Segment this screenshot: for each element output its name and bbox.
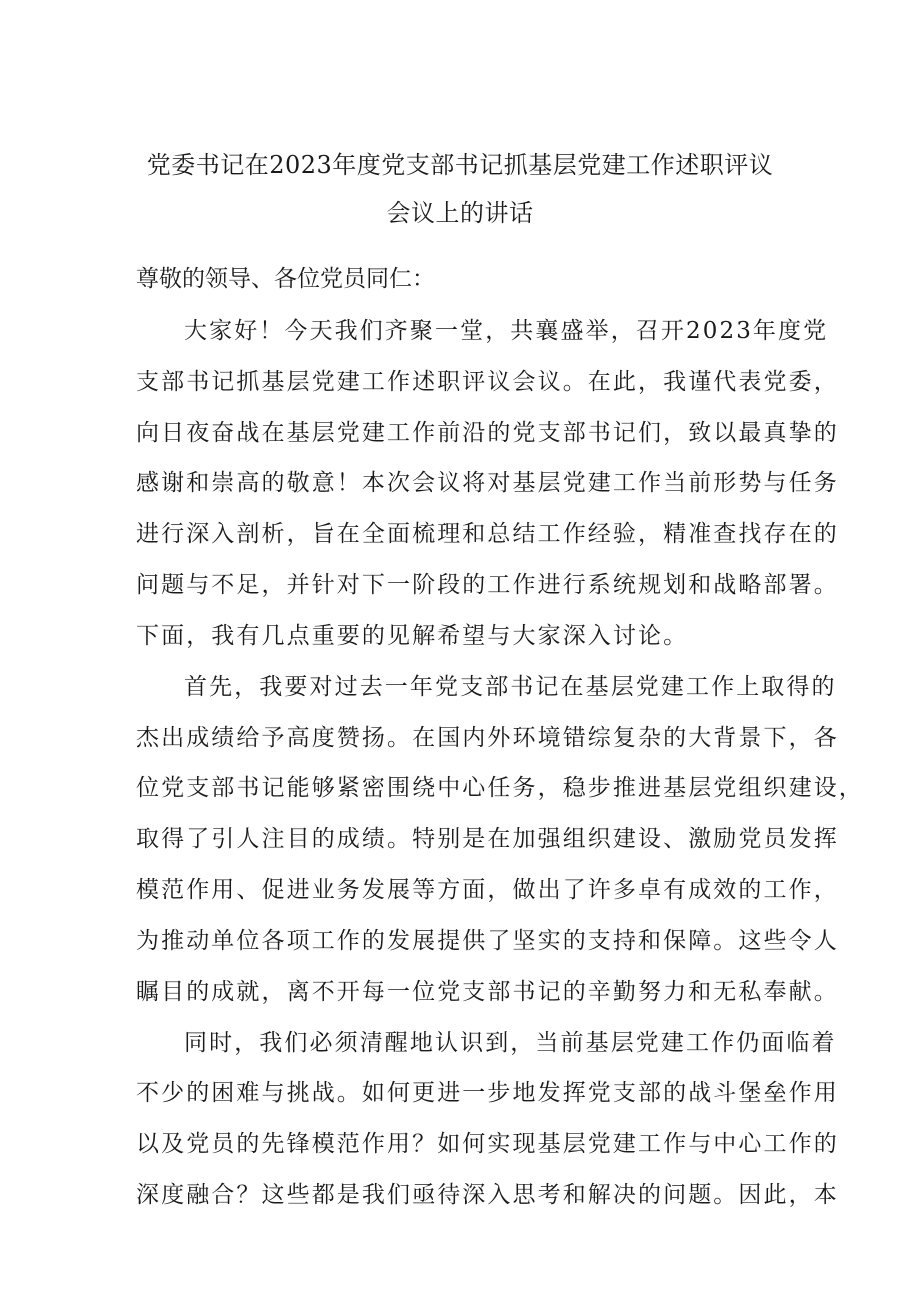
paragraph-line: 下面，我有几点重要的见解希望与大家深入讨论。 — [136, 623, 689, 649]
paragraph-line: 以及党员的先锋模范作用？如何实现基层党建工作与中心工作的 — [136, 1131, 839, 1157]
salutation: 尊敬的领导、各位党员同仁： — [136, 266, 435, 292]
paragraph-line: 位党支部书记能够紧密围绕中心任务，稳步推进基层党组织建设， — [136, 775, 864, 801]
paragraph-line: 模范作用、促进业务发展等方面，做出了许多卓有成效的工作， — [136, 877, 839, 903]
paragraph-line: 进行深入剖析，旨在全面梳理和总结工作经验，精准查找存在的 — [136, 521, 839, 547]
paragraph-line: 为推动单位各项工作的发展提供了坚实的支持和保障。这些令人 — [136, 928, 839, 954]
paragraph-line: 杰出成绩给予高度赞扬。在国内外环境错综复杂的大背景下，各 — [136, 725, 839, 751]
document-title-line-1: 党委书记在2023年度党支部书记抓基层党建工作述职评议 — [146, 151, 774, 179]
paragraph-line: 瞩目的成就，离不开每一位党支部书记的辛勤努力和无私奉献。 — [136, 979, 839, 1005]
paragraph-line: 同时，我们必须清醒地认识到，当前基层党建工作仍面临着 — [184, 1030, 837, 1056]
paragraph-line: 大家好！今天我们齐聚一堂，共襄盛举，召开2023年度党 — [184, 318, 829, 344]
paragraph-line: 问题与不足，并针对下一阶段的工作进行系统规划和战略部署。 — [136, 572, 839, 598]
paragraph-line: 深度融合？这些都是我们亟待深入思考和解决的问题。因此，本 — [136, 1182, 839, 1208]
paragraph-line: 不少的困难与挑战。如何更进一步地发挥党支部的战斗堡垒作用 — [136, 1080, 839, 1106]
paragraph-line: 感谢和崇高的敬意！本次会议将对基层党建工作当前形势与任务 — [136, 470, 839, 496]
paragraph-line: 取得了引人注目的成绩。特别是在加强组织建设、激励党员发挥 — [136, 826, 839, 852]
paragraph-line: 向日夜奋战在基层党建工作前沿的党支部书记们，致以最真挚的 — [136, 420, 839, 446]
paragraph-line: 首先，我要对过去一年党支部书记在基层党建工作上取得的 — [184, 674, 837, 700]
paragraph-line: 支部书记抓基层党建工作述职评议会议。在此，我谨代表党委， — [136, 369, 839, 395]
document-title-line-2: 会议上的讲话 — [386, 199, 534, 227]
